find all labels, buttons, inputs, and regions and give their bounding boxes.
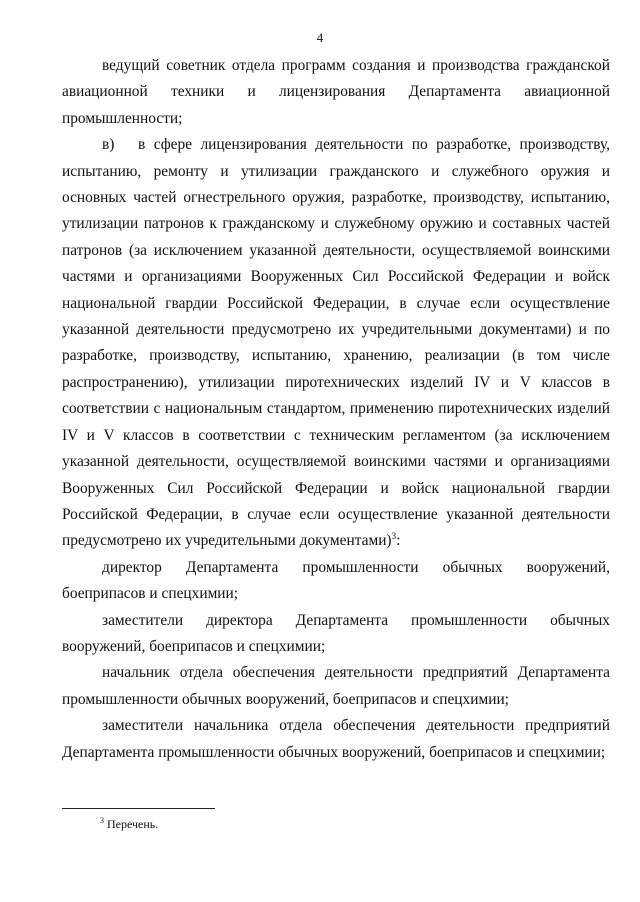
footnote-marker: 3	[100, 816, 104, 825]
item-letter: в)	[102, 136, 115, 154]
paragraph-licensing-section	[62, 132, 610, 555]
paragraph-head-of-division: начальник отдела обеспечения деятельности предприятий Департамента промышленности обычных вооружений, боеприпасов и спецхимии;	[62, 664, 610, 708]
paragraph-deputy-directors: заместители директора Департамента промышленности обычных вооружений, боеприпасов и спецхимии;	[62, 611, 610, 655]
paragraph-licensing-text: в сфере лицензирования деятельности по разработке, производству, испытанию, ремонту и утилизации гражданского и служебного оружия и основных частей огнестрельного оружия, разработке, производству, испытанию, утилизации патронов к гражданскому и служебному оружию и составных частей патронов (за исключением указанной деятельности, осуществляемой воинскими частями и организациями Вооруженных Сил Российской Федерации и войск национальной гвардии Российской Федерации, в случае если осуществление указанной деятельности предусмотрено их учредительными документами) и по разработке, производству, испытанию, хранению, реализации (в том числе распространению), утилизации пиротехнических изделий IV и V классов в соответствии с национальным стандартом, применению пиротехнических изделий IV и V классов в соответствии с техническим регламентом (за исключением указанной деятельности, осуществляемой воинскими частями и организациями Вооруженных Сил Российской Федерации и войск национальной гвардии Российской Федерации, в случае если осуществление указанной деятельности предусмотрено их учредительными документами)	[62, 136, 610, 550]
footnote	[100, 816, 158, 832]
paragraph-senior-advisor: ведущий советник отдела программ создания и производства гражданской авиационной техники и лицензирования Департамента авиационной промышленности;	[62, 57, 610, 127]
document-body	[62, 53, 610, 766]
footnote-text: Перечень.	[104, 817, 159, 831]
paragraph-deputy-heads-of-division: заместители начальника отдела обеспечения деятельности предприятий Департамента промышленности обычных вооружений, боеприпасов и спецхимии;	[62, 717, 610, 761]
footnote-reference-suffix: :	[396, 532, 401, 550]
footnote-reference[interactable]: 3	[391, 531, 397, 542]
footnote-divider	[62, 808, 215, 809]
page-number: 4	[316, 30, 324, 45]
paragraph-director: директор Департамента промышленности обычных вооружений, боеприпасов и спецхимии;	[62, 558, 610, 603]
